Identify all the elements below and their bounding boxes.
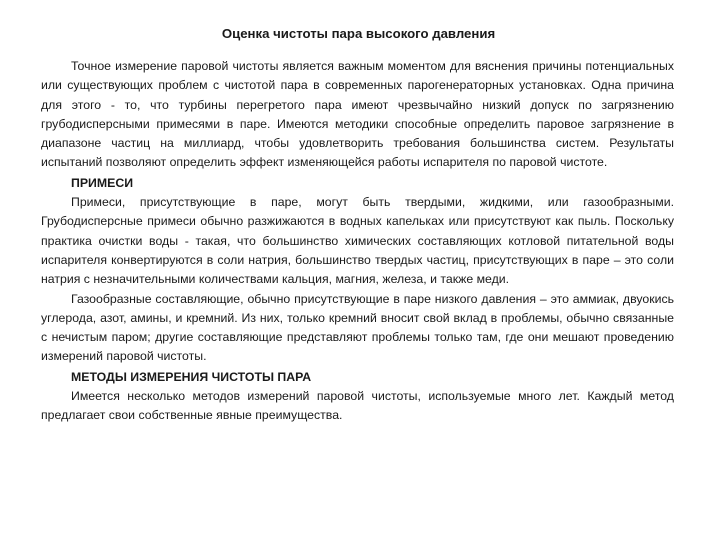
intro-paragraph: Точное измерение паровой чистоты является важным моментом для вяснения причины потенциальных или существующих проблем с чистотой пара в современных парогенераторных установках. Одна причина для этого - то, что турбины перегретого пара имеют чрезвычайно низкий допуск по загрязнению грубодисперсными примесями в паре. Имеются методики способные определить паровое загрязнение в диапазоне частиц на миллиард, чтобы удовлетворить требования большинства систем. Результаты испытаний позволяют определить эффект изменяющейся работы испарителя по паровой чистоте. — [41, 59, 674, 170]
document-title: Оценка чистоты пара высокого давления — [221, 26, 496, 41]
impurities-paragraph-1: Примеси, присутствующие в паре, могут быть твердыми, жидкими, или газообразными. Грубодисперсные примеси обычно разжижаются в водных капельках или присутствуют как пыль. Поскольку практика очистки воды - такая, что большинство химических составляющих котловой питательной воды испарителя конвертируются в соли натрия, большинство твердых частиц, присутствующих в паре – это соли натрия с незначительными количествами кальция, магния, железа, и также меди. — [41, 195, 674, 287]
section-heading-impurities: ПРИМЕСИ — [71, 175, 134, 190]
section-heading-methods: МЕТОДЫ ИЗМЕРЕНИЯ ЧИСТОТЫ ПАРА — [71, 369, 312, 384]
methods-paragraph-1: Имеется несколько методов измерений паровой чистоты, используемые много лет. Каждый метод предлагает свои собственные явные преимущества. — [41, 389, 674, 423]
impurities-paragraph-2: Газообразные составляющие, обычно присутствующие в паре низкого давления – это аммиак, двуокись углерода, азот, амины, и кремний. Из них, только кремний вносит свой вклад в проблемы, обычно связанные с нечистым паром; другие составляющие представляют проблемы только там, где они мешают проведению измерений паровой чистоты. — [41, 291, 674, 364]
